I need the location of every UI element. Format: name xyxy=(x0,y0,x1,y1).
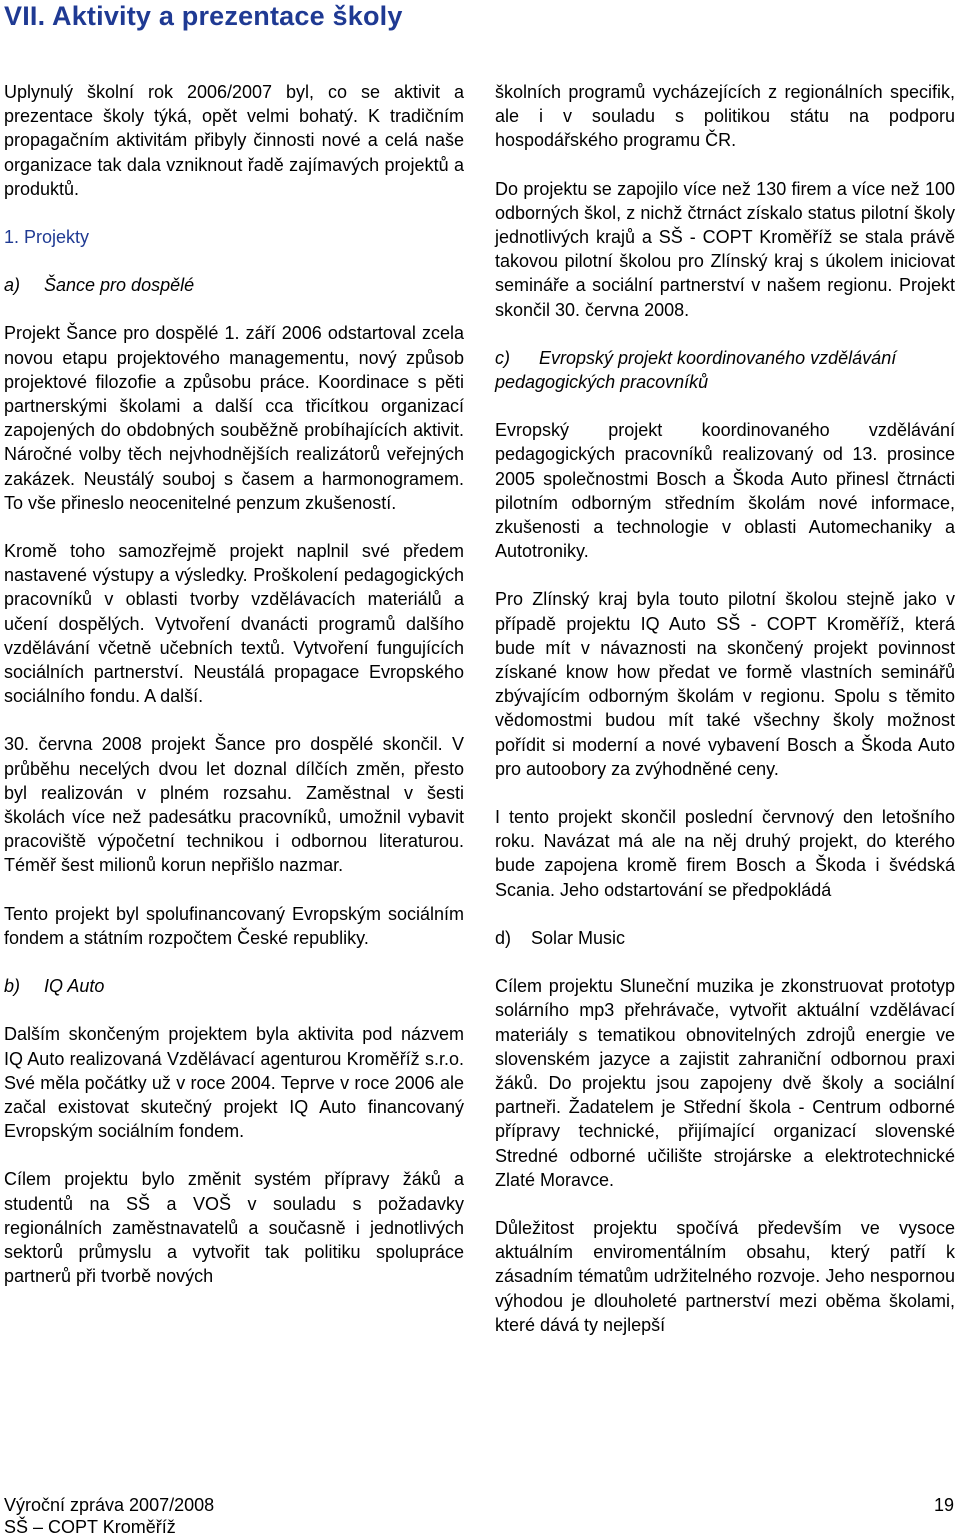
paragraph: Pro Zlínský kraj byla touto pilotní školou stejně jako v případě projektu IQ Auto SŠ - COPT Kroměříž, která bude mít v návaznosti na skončený projekt povinnost získané know how předat ve formě vlastních seminářů zbývajícím odborným školám v regionu. Spolu s těmito vědomostmi budou mít také všechny školy možnost pořídit si moderní a nové vybavení Bosch a Škoda Auto pro autoobory za zvýhodněné ceny. xyxy=(495,589,955,779)
subheading-b xyxy=(4,974,464,998)
footer-report: Výroční zpráva 2007/2008 xyxy=(4,1495,215,1515)
subheading-b-title: IQ Auto xyxy=(44,976,105,997)
subheading-d xyxy=(495,926,955,950)
intro-paragraph: Uplynulý školní rok 2006/2007 byl, co se aktivit a prezentace školy týká, opět velmi bohatý. K tradičním propagačním aktivitám přibyly činnosti nové a celá naše organizace tak dala vzniknout řadě zajímavých projektů a produktů. xyxy=(4,82,464,199)
paragraph: Tento projekt byl spolufinancovaný Evropským sociálním fondem a státním rozpočtem České republiky. xyxy=(4,903,464,948)
paragraph: Dalším skončeným projektem byla aktivita pod názvem IQ Auto realizovaná Vzdělávací agenturou Kroměříž s.r.o. Své měla počátky už v roce 2004. Teprve v roce 2006 ale začal existovat skutečný projekt IQ Auto financovaný Evropským sociálním fondem. xyxy=(4,1024,464,1142)
subheading-c-title: Evropský projekt koordinovaného vzdělávání pedagogických pracovníků xyxy=(495,347,897,393)
subheading-c xyxy=(495,346,955,394)
right-column xyxy=(495,80,955,1337)
paragraph: I tento projekt skončil poslední červnový den letošního roku. Navázat má ale na něj druhý projekt, do kterého bude zapojena kromě firem Bosch a Škoda i švédská Scania. Jeho odstartování se předpokládá xyxy=(495,807,955,900)
paragraph: školních programů vycházejících z regionálních specifik, ale i v souladu s politikou státu na podporu hospodářského programu ČR. xyxy=(495,82,955,151)
subheading-a xyxy=(4,273,464,297)
paragraph: 30. června 2008 projekt Šance pro dospělé skončil. V průběhu necelých dvou let doznal dílčích změn, přesto byl realizován v plném rozsahu. Zaměstnal v šesti školách více než padesátku pracovníků, umožnil vybavit pracoviště výpočetní technikou i odbornou literaturou. Téměř šest milionů korun nepřišlo nazmar. xyxy=(4,734,464,876)
subheading-b-label: b) xyxy=(4,976,21,997)
subheading-a-label: a) xyxy=(4,275,21,296)
footer xyxy=(4,1494,214,1538)
page-number: 19 xyxy=(933,1495,954,1515)
subheading-a-title: Šance pro dospělé xyxy=(44,275,195,296)
footer-school: SŠ – COPT Kroměříž xyxy=(4,1517,176,1537)
subheading-d-label: d) xyxy=(495,927,512,948)
paragraph: Projekt Šance pro dospělé 1. září 2006 odstartoval zcela novou etapu projektového managementu, nový způsob projektové filozofie a způsobu práce. Koordinace s pěti partnerskými školami a další cca třicítkou organizací zapojených do obdobných souběžně probíhajících aktivit. Náročné volby těch nejvhodnějších realizátorů veřejných zakázek. Neustálý souboj s časem a harmonogramem. To vše přineslo neocenitelné penzum zkušeností. xyxy=(4,323,464,513)
paragraph: Kromě toho samozřejmě projekt naplnil své předem nastavené výstupy a výsledky. Proškolení pedagogických pracovníků v oblasti tvorby vzdělávacích materiálů a učení dospělých. Vytvoření dvanácti programů dalšího vzdělávání včetně učebních textů. Vytvoření fungujících sociálních partnerství. Neustálá propagace Evropského sociálního fondu. A další. xyxy=(4,541,464,707)
page-title: VII. Aktivity a prezentace školy xyxy=(4,1,403,31)
left-column xyxy=(4,80,464,1288)
paragraph: Důležitost projektu spočívá především ve vysoce aktuálním enviromentálním obsahu, který patří k zásadním tématům udržitelného rozvoje. Jeho nespornou výhodou je dlouholeté partnerství mezi oběma školami, které dává ty nejlepší xyxy=(495,1217,955,1335)
subheading-c-label: c) xyxy=(495,347,510,368)
subheading-d-title: Solar Music xyxy=(531,927,626,948)
paragraph: Cílem projektu Sluneční muzika je zkonstruovat prototyp solárního mp3 přehrávače, vytvořit aktuální vzdělávací materiály s tematikou obnovitelných zdrojů energie ve slovenském jazyce a zajistit zahraniční odbornou praxi žáků. Do projektu jsou zapojeny dvě školy a sociální partneři. Žadatelem je Střední škola - Centrum odborné přípravy technické, přijímající organizací slovenské Stredné odborné učilište strojárske a elektrotechnické Zlaté Moravce. xyxy=(495,976,955,1190)
section-heading-projekty: 1. Projekty xyxy=(4,227,90,248)
paragraph: Do projektu se zapojilo více než 130 firem a více než 100 odborných škol, z nichž čtrnáct získalo status pilotní školy jednotlivých krajů a SŠ - COPT Kroměříž se stala právě takovou pilotní školou pro Zlínský kraj s úkolem iniciovat semináře a sociální partnerství v našem regionu. Projekt skončil 30. června 2008. xyxy=(495,178,955,320)
paragraph: Cílem projektu bylo změnit systém přípravy žáků a studentů na SŠ a VOŠ v souladu s požadavky regionálních zaměstnavatelů a současně i jednotlivých sektorů průmyslu a vytvořit tak politiku spolupráce partnerů při tvorbě nových xyxy=(4,1169,464,1287)
paragraph: Evropský projekt koordinovaného vzdělávání pedagogických pracovníků realizovaný od 13. prosince 2005 společnostmi Bosch a Škoda Auto přinesl čtrnácti pilotním odborným středním školám nové informace, zkušenosti a technologie v oblasti Automechaniky a Autotroniky. xyxy=(495,420,955,562)
